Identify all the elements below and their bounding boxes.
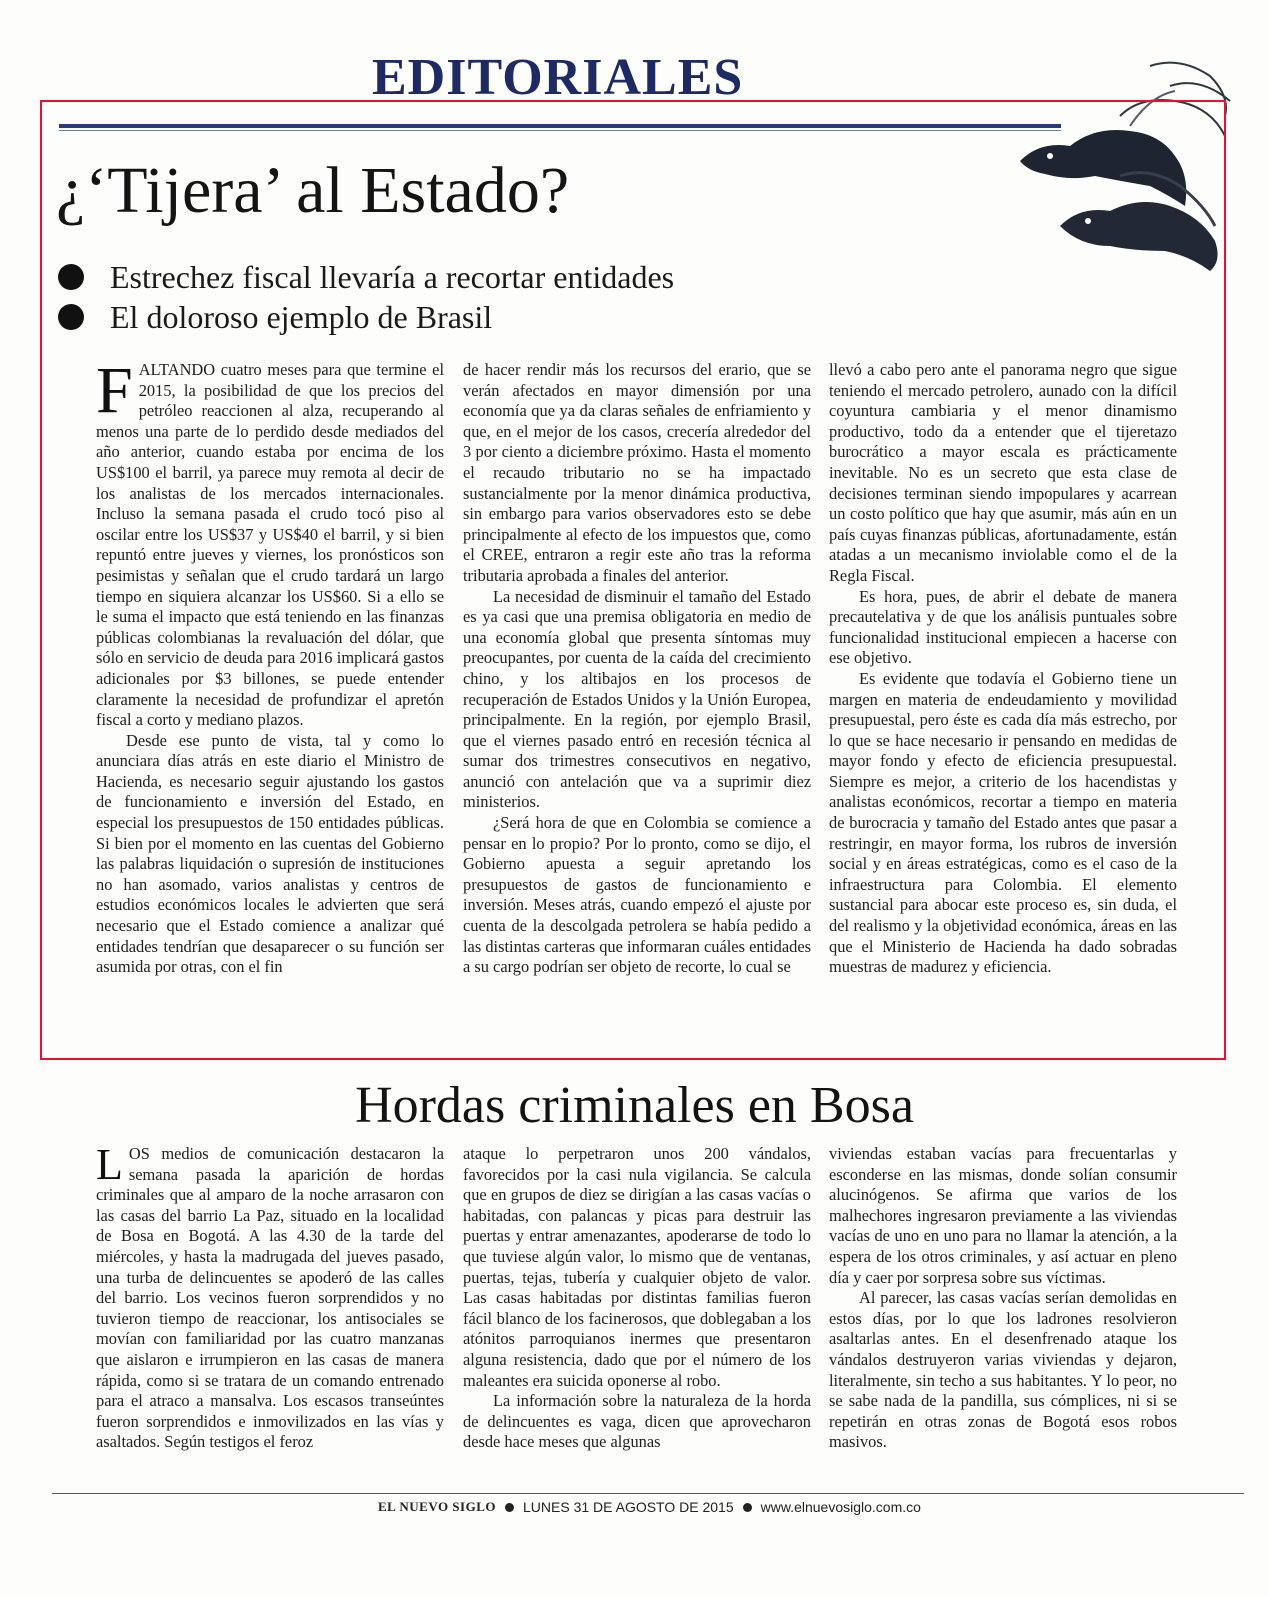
article1-headline: ¿‘Tijera’ al Estado?: [56, 154, 570, 227]
article2-headline: Hordas criminales en Bosa: [355, 1077, 914, 1134]
paragraph: Es evidente que todavía el Gobierno tiene un margen en materia de endeudamiento y movilidad presupuestal, pero éste es cada día más estrecho, por lo que se hace necesario ir pensando en medidas de mayor fondo y efecto de eficiencia presupuestal. Siempre es mejor, a criterio de los hacendistas y analistas económicos, recortar a tiempo en materia de burocracia y tamaño del Estado antes que pasar a restringir, en mayor forma, los rubros de inversión social y en áreas estratégicas, como es el caso de la infraestructura para Colombia. El elemento sustancial para abocar este proceso es, sin duda, el del realismo y la objetividad económica, áreas en las que el Ministerio de Hacienda ha dado sobradas muestras de madurez y eficiencia.: [829, 668, 1177, 977]
bullet-item: [58, 298, 674, 336]
paragraph: La información sobre la naturaleza de la horda de delincuentes es vaga, dicen que aprovecharon desde hace meses que algunas: [463, 1391, 811, 1452]
article2-column-1: [96, 1140, 444, 1453]
article1-column-3: [829, 360, 1177, 978]
paragraph: Es hora, pues, de abrir el debate de manera precautelativa y de que los análisis puntuales sobre funcionalidad institucional empiecen a hacerse con ese objetivo.: [829, 586, 1177, 668]
bullet-dot-icon: [58, 304, 84, 330]
footer-url: www.elnuevosiglo.com.co: [760, 1499, 921, 1515]
bullet-dot-icon: [58, 264, 84, 290]
bullet-item: [58, 258, 674, 296]
article2-column-3: [829, 1144, 1177, 1453]
section-title: EDITORIALES: [372, 49, 744, 106]
paragraph: La necesidad de disminuir el tamaño del Estado es ya casi que una premisa obligatoria en medio de una economía global que presenta síntomas muy preocupantes, por cuenta de la caída del crecimiento chino, y los altibajos en los procesos de recuperación de Estados Unidos y la Unión Europea, principalmente. En la región, por ejemplo Brasil, que el viernes pasado entró en recesión técnica al sumar dos trimestres consecutivos en negativo, anunció con antelación que va a suprimir diez ministerios.: [463, 586, 811, 812]
paragraph: de hacer rendir más los recursos del erario, que se verán afectados en mayor dimensión por una economía que ya da claras señales de enfriamiento y que, en el mejor de los casos, crecería alrededor del 3 por ciento a diciembre próximo. Hasta el momento el recaudo tributario no se ha impactado sustancialmente por la menor dinámica productiva, sin embargo para varios observadores esto se debe principalmente al efecto de los impuestos que, como el CREE, entraron a regir este año tras la reforma tributaria aprobada a finales del anterior.: [463, 360, 811, 585]
dropcap: L: [96, 1140, 123, 1189]
article2-column-2: [463, 1144, 811, 1453]
article1-bullets: [58, 258, 674, 338]
footer: [378, 1499, 921, 1515]
bullet-dot-icon: [505, 1503, 514, 1512]
footer-brand: EL NUEVO SIGLO: [378, 1499, 496, 1514]
paragraph: FALTANDO cuatro meses para que termine el 2015, la posibilidad de que los precios del petróleo reaccionen al alza, recuperando al menos una parte de lo perdido desde mediados del año anterior, cuando estaba por encima de los US$100 el barril, ya parece muy remota al decir de los analistas de los mercados internacionales. Incluso la semana pasada el crudo tocó piso al oscilar entre los US$37 y US$40 el barril, y si bien repuntó entre jueves y viernes, los pronósticos son pesimistas y señalan que el crudo tardará un largo tiempo en siquiera alcanzar los US$60. Si a ello se le suma el impacto que está teniendo en las finanzas públicas colombianas la revaluación del dólar, que sólo en servicio de deuda para 2016 implicará gastos adicionales por $3 billones, se puede entender claramente la necesidad de profundizar el apretón fiscal a corto y mediano plazos.: [96, 354, 444, 730]
paragraph: llevó a cabo pero ante el panorama negro que sigue teniendo el mercado petrolero, aunado con la difícil coyuntura cambiaria y el menor dinamismo productivo, todo da a entender que el tijeretazo burocrático a mayor escala es prácticamente inevitable. No es un secreto que esta clase de decisiones terminan siendo impopulares y acarrean un costo político que hay que asumir, más aún en un país cuyas finanzas públicas, afortunadamente, están atadas a un mecanismo inviolable como el de la Regla Fiscal.: [829, 360, 1177, 585]
footer-rule: [52, 1493, 1244, 1494]
paragraph: Desde ese punto de vista, tal y como lo anunciara días atrás en este diario el Ministro de Hacienda, es necesario seguir ajustando los gastos de funcionamiento e inversión del Estado, en especial los presupuestos de 150 entidades públicas. Si bien por el momento en las cuentas del Gobierno las palabras liquidación o supresión de instituciones no han asomado, varios analistas y centros de estudios económicos locales le advierten que será necesario que el Estado comience a analizar qué entidades tendrían que desaparecer o su función ser asumida por otras, con el fin: [96, 730, 444, 977]
footer-date: LUNES 31 DE AGOSTO DE 2015: [523, 1499, 734, 1515]
bullet-text: Estrechez fiscal llevaría a recortar entidades: [110, 258, 675, 295]
bullet-text: El doloroso ejemplo de Brasil: [110, 298, 493, 335]
article1-column-2: [463, 360, 811, 978]
paragraph: viviendas estaban vacías para frecuentarlas y esconderse en las mismas, donde solían consumir alucinógenos. Se afirma que varios de los malhechores ingresaron previamente a las viviendas vacías de uno en uno para no llamar la atención, a la espera de los otros criminales, y así actuar en pleno día y caer por sorpresa sobre sus víctimas.: [829, 1144, 1177, 1287]
paragraph: ¿Será hora de que en Colombia se comience a pensar en lo propio? Por lo pronto, como se dijo, el Gobierno apuesta a seguir apretando los presupuestos de gastos de funcionamiento e inversión. Meses atrás, cuando empezó el ajuste por cuenta de la descolgada petrolera se había pedido a las distintas carteras que informaran cuáles entidades a su cargo podrían ser objeto de recorte, lo cual se: [463, 813, 811, 977]
paragraph: LOS medios de comunicación destacaron la semana pasada la aparición de hordas criminales que al amparo de la noche arrasaron con las casas del barrio La Paz, situado en la localidad de Bosa en Bogotá. A las 4.30 de la tarde del miércoles, y hasta la madrugada del jueves pasado, una turba de delincuentes se apoderó de las calles del barrio. Los vecinos fueron sorprendidos y no tuvieron tiempo de reaccionar, los antisociales se movían con familiaridad por las cuatro manzanas que aislaron e irrumpieron en las casas de manera rápida, como si se tratara de un comando entrenado para el atraco a mansalva. Los escasos transeúntes fueron sorprendidos e inmovilizados en las vías y asaltados. Según testigos el feroz: [96, 1140, 444, 1452]
paragraph: Al parecer, las casas vacías serían demolidas en estos días, por lo que los ladrones resolvieron asaltarlas antes. En el desenfrenado ataque los vándalos destruyeron varias viviendas y dejaron, literalmente, sin techo a sus habitantes. Y lo peor, no se sabe nada de la pandilla, sus cómplices, ni si se repetirán en otras zonas de Bogotá esos robos masivos.: [829, 1288, 1177, 1452]
bullet-dot-icon: [743, 1503, 752, 1512]
paragraph: ataque lo perpetraron unos 200 vándalos, favorecidos por la casi nula vigilancia. Se calcula que en grupos de diez se dirigían a las casas vacías o habitadas, con palancas y picas para destruir las puertas y entrar amenazantes, apoderarse de todo lo que tuviese algún valor, lo mismo que de ventanas, puertas, tejas, tubería y cualquier objeto de valor. Las casas habitadas por distintas familias fueron fácil blanco de los facinerosos, que doblegaban a los atónitos parroquianos inermes que presentaron alguna resistencia, dado que por el número de los maleantes era suicida oponerse al robo.: [463, 1144, 811, 1390]
article1-column-1: [96, 354, 444, 978]
dropcap: F: [96, 354, 133, 427]
